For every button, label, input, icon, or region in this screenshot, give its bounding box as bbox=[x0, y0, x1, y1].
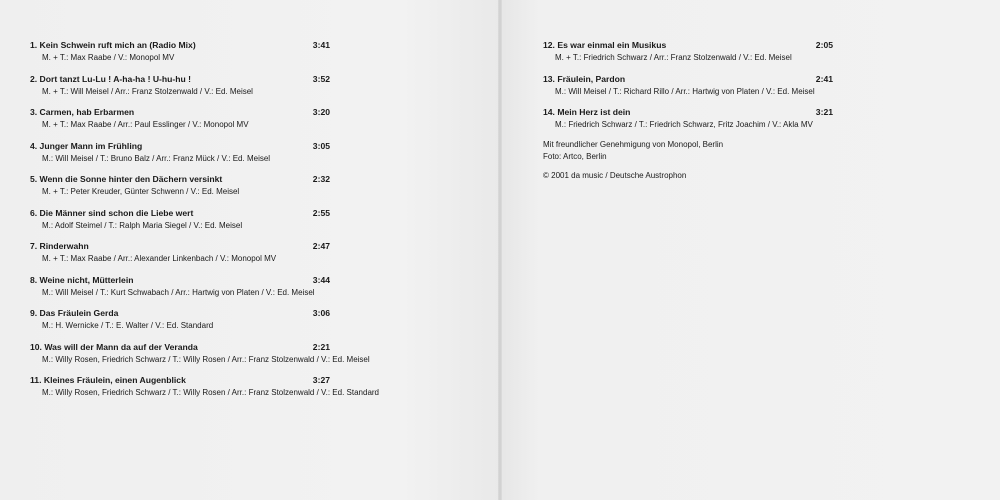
track-item bbox=[543, 107, 833, 141]
track-credits: M.: Will Meisel / T.: Kurt Schwabach / Arr.: Hartwig von Platen / V.: Ed. Meisel bbox=[42, 287, 315, 297]
photo-credit: Foto: Artco, Berlin bbox=[543, 152, 607, 161]
track-title: 9. Das Fräulein Gerda bbox=[30, 308, 119, 318]
track-item bbox=[30, 275, 330, 309]
track-duration: 3:52 bbox=[312, 73, 330, 84]
credits-notes bbox=[543, 139, 723, 163]
track-duration: 3:21 bbox=[815, 107, 833, 117]
track-item bbox=[30, 308, 330, 342]
permission-note: Mit freundlicher Genehmigung von Monopol, Berlin bbox=[543, 140, 724, 149]
track-title: 3. Carmen, hab Erbarmen bbox=[30, 107, 135, 117]
track-credits: M.: Will Meisel / T.: Bruno Balz / Arr.: Franz Mück / V.: Ed. Meisel bbox=[42, 153, 271, 163]
track-credits: M.: Willy Rosen, Friedrich Schwarz / T.: Willy Rosen / Arr.: Franz Stolzenwald / V.: Ed. Standard bbox=[42, 388, 380, 397]
track-credits: M. + T.: Will Meisel / Arr.: Franz Stolzenwald / V.: Ed. Meisel bbox=[42, 86, 253, 96]
track-item bbox=[30, 74, 330, 108]
track-title: 7. Rinderwahn bbox=[30, 241, 89, 251]
track-title: 8. Weine nicht, Mütterlein bbox=[30, 274, 134, 285]
page-fold bbox=[498, 0, 502, 500]
track-duration: 3:41 bbox=[312, 40, 330, 50]
track-credits: M. + T.: Max Raabe / Arr.: Paul Esslinger / V.: Monopol MV bbox=[42, 120, 249, 129]
track-item bbox=[30, 208, 330, 242]
track-item bbox=[30, 40, 330, 74]
track-duration: 2:05 bbox=[815, 40, 833, 50]
track-title: 13. Fräulein, Pardon bbox=[543, 73, 626, 84]
track-item bbox=[30, 107, 330, 141]
track-credits: M.: H. Wernicke / T.: E. Walter / V.: Ed. Standard bbox=[42, 321, 214, 330]
track-duration: 2:55 bbox=[312, 207, 330, 218]
track-duration: 2:41 bbox=[815, 73, 833, 84]
track-credits: M.: Friedrich Schwarz / T.: Friedrich Schwarz, Fritz Joachim / V.: Akla MV bbox=[555, 120, 813, 129]
track-duration: 3:20 bbox=[312, 107, 330, 117]
track-credits: M.: Will Meisel / T.: Richard Rillo / Arr.: Hartwig von Platen / V.: Ed. Meisel bbox=[555, 86, 815, 96]
track-duration: 3:44 bbox=[312, 274, 330, 285]
track-item bbox=[30, 341, 370, 376]
track-title: 1. Kein Schwein ruft mich an (Radio Mix) bbox=[30, 40, 196, 50]
track-title: 5. Wenn die Sonne hinter den Dächern versinkt bbox=[30, 174, 223, 184]
track-title: 6. Die Männer sind schon die Liebe wert bbox=[30, 207, 194, 218]
track-credits: M.: Willy Rosen, Friedrich Schwarz / T.: Willy Rosen / Arr.: Franz Stolzenwald / V.: Ed. Meisel bbox=[42, 354, 370, 364]
track-duration: 3:06 bbox=[312, 308, 330, 318]
track-duration: 3:05 bbox=[312, 140, 330, 151]
tracklist-left bbox=[30, 40, 380, 409]
track-credits: M. + T.: Peter Kreuder, Günter Schwenn / V.: Ed. Meisel bbox=[42, 187, 240, 196]
track-item bbox=[30, 375, 380, 409]
track-title: 12. Es war einmal ein Musikus bbox=[543, 40, 667, 50]
track-title: 11. Kleines Fräulein, einen Augenblick bbox=[30, 375, 186, 385]
track-credits: M. + T.: Max Raabe / Arr.: Alexander Linkenbach / V.: Monopol MV bbox=[42, 254, 277, 263]
track-duration: 3:27 bbox=[312, 375, 330, 385]
track-credits: M. + T.: Max Raabe / V.: Monopol MV bbox=[42, 53, 175, 62]
track-title: 2. Dort tanzt Lu-Lu ! A-ha-ha ! U-hu-hu ! bbox=[30, 73, 192, 84]
copyright-note: © 2001 da music / Deutsche Austrophon bbox=[543, 171, 687, 180]
track-item bbox=[30, 141, 330, 175]
track-item bbox=[30, 174, 330, 208]
track-duration: 2:21 bbox=[312, 341, 330, 352]
track-title: 10. Was will der Mann da auf der Veranda bbox=[30, 341, 198, 352]
track-duration: 2:32 bbox=[312, 174, 330, 184]
track-title: 14. Mein Herz ist dein bbox=[543, 107, 631, 117]
track-item bbox=[543, 40, 833, 74]
track-item bbox=[543, 74, 833, 108]
track-credits: M.: Adolf Steimel / T.: Ralph Maria Siegel / V.: Ed. Meisel bbox=[42, 220, 243, 230]
tracklist-right bbox=[543, 40, 833, 141]
track-item bbox=[30, 241, 330, 275]
track-title: 4. Junger Mann im Frühling bbox=[30, 140, 143, 151]
track-duration: 2:47 bbox=[312, 241, 330, 251]
track-credits: M. + T.: Friedrich Schwarz / Arr.: Franz Stolzenwald / V.: Ed. Meisel bbox=[555, 53, 792, 62]
